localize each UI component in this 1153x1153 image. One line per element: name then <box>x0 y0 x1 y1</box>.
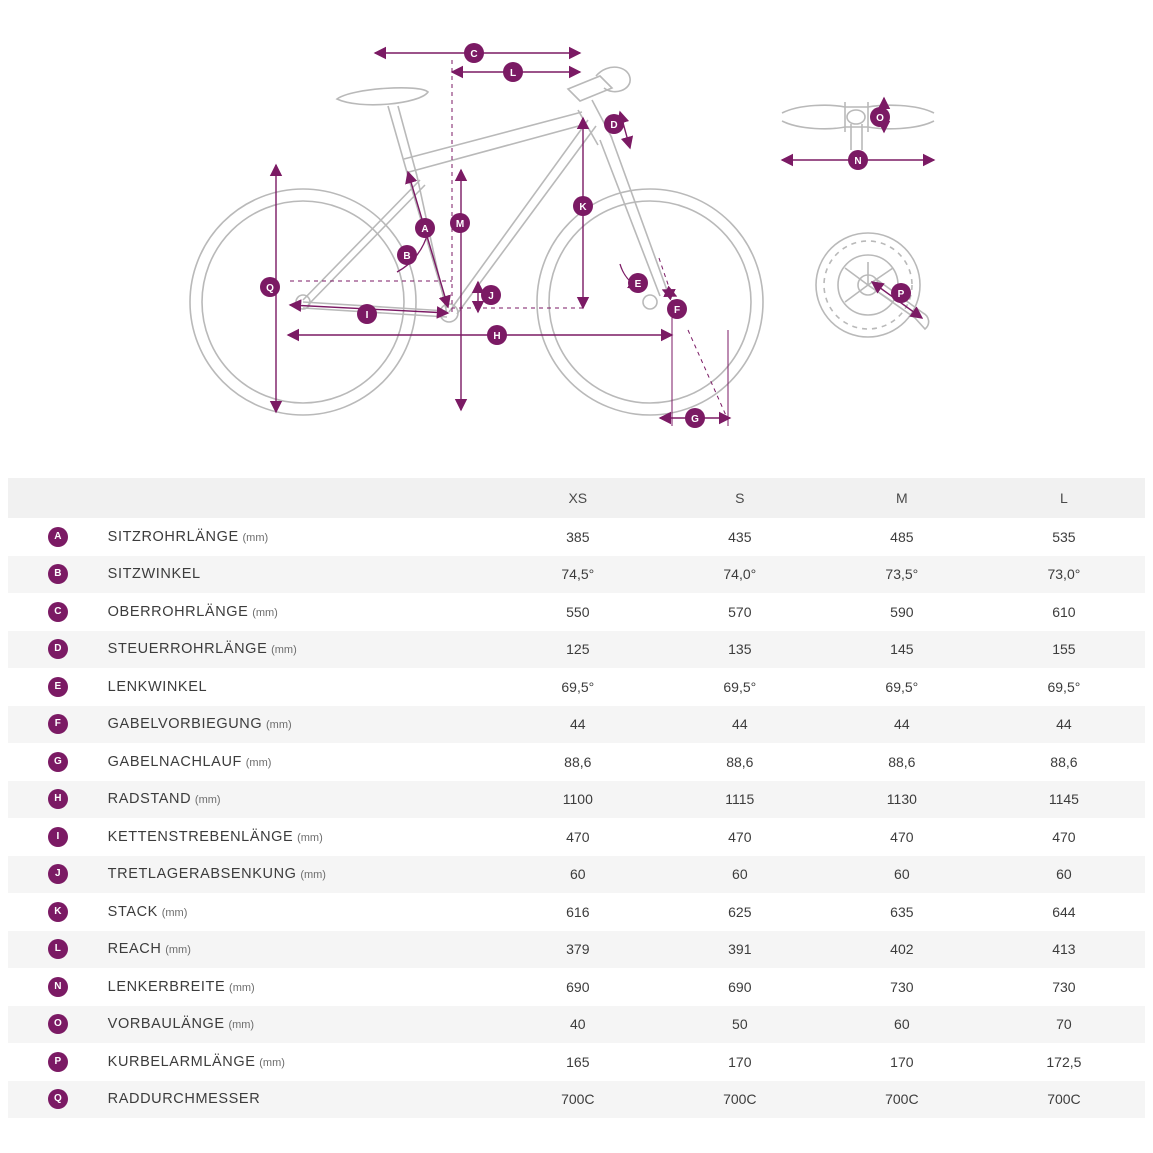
callout-badge: I <box>48 827 68 847</box>
value-cell: 391 <box>659 931 821 969</box>
geometry-spec-table <box>8 478 1145 1118</box>
value-cell: 60 <box>983 856 1145 894</box>
row-label-cell <box>108 556 497 594</box>
measurement-label: KURBELARMLÄNGE <box>107 1053 256 1070</box>
callout-badge: E <box>48 677 68 697</box>
row-label-cell <box>108 1043 497 1081</box>
measurement-label: VORBAULÄNGE <box>107 1016 225 1033</box>
header-size-s: S <box>659 478 821 518</box>
row-label-cell <box>108 968 497 1006</box>
value-cell: 625 <box>659 893 821 931</box>
value-cell: 690 <box>659 968 821 1006</box>
value-cell: 730 <box>983 968 1145 1006</box>
table-row <box>8 931 1145 969</box>
table-row <box>8 518 1145 556</box>
row-badge-cell <box>8 856 108 894</box>
measurement-unit: (mm) <box>165 944 191 957</box>
row-badge-cell <box>8 743 108 781</box>
value-cell: 44 <box>821 706 983 744</box>
callout-badge: G <box>48 752 68 772</box>
header-size-xs: XS <box>497 478 659 518</box>
svg-text:L: L <box>509 68 517 79</box>
value-cell: 44 <box>659 706 821 744</box>
callout-badge: J <box>48 864 68 884</box>
value-cell: 385 <box>497 518 659 556</box>
svg-text:H: H <box>493 331 501 342</box>
value-cell: 165 <box>497 1043 659 1081</box>
row-label-cell <box>108 818 497 856</box>
value-cell: 69,5° <box>497 668 659 706</box>
svg-text:F: F <box>673 305 681 316</box>
value-cell: 155 <box>983 631 1145 669</box>
table-row <box>8 818 1145 856</box>
crankset-outline <box>816 233 929 337</box>
value-cell: 60 <box>659 856 821 894</box>
svg-text:B: B <box>403 251 411 262</box>
value-cell: 470 <box>821 818 983 856</box>
value-cell: 60 <box>821 856 983 894</box>
table-row <box>8 893 1145 931</box>
row-badge-cell <box>8 518 108 556</box>
measurement-unit: (mm) <box>161 906 188 919</box>
row-label-cell <box>108 1006 497 1044</box>
table-body <box>8 518 1145 1118</box>
callout-badge: Q <box>48 1089 68 1109</box>
value-cell: 700C <box>821 1081 983 1119</box>
value-cell: 379 <box>497 931 659 969</box>
table-row <box>8 706 1145 744</box>
svg-text:K: K <box>579 202 587 213</box>
value-cell: 635 <box>821 893 983 931</box>
table-header <box>8 478 1145 518</box>
measurement-label: STEUERROHRLÄNGE <box>107 641 268 658</box>
row-label-cell <box>108 931 497 969</box>
table-row <box>8 593 1145 631</box>
measurement-unit: (mm) <box>194 794 221 807</box>
svg-text:Q: Q <box>266 283 274 294</box>
svg-text:I: I <box>365 310 369 321</box>
callout-badge: L <box>48 939 68 959</box>
value-cell: 88,6 <box>821 743 983 781</box>
row-label-cell <box>108 781 497 819</box>
row-badge-cell <box>8 668 108 706</box>
table-row <box>8 968 1145 1006</box>
value-cell: 88,6 <box>983 743 1145 781</box>
table-row <box>8 556 1145 594</box>
value-cell: 644 <box>983 893 1145 931</box>
value-cell: 402 <box>821 931 983 969</box>
value-cell: 135 <box>659 631 821 669</box>
value-cell: 570 <box>659 593 821 631</box>
header-size-m: M <box>821 478 983 518</box>
callout-badge: P <box>48 1052 68 1072</box>
row-label-cell <box>108 1081 497 1119</box>
svg-text:J: J <box>488 291 494 302</box>
measurement-label: SITZROHRLÄNGE <box>107 528 239 545</box>
measurement-unit: (mm) <box>300 869 326 882</box>
value-cell: 170 <box>659 1043 821 1081</box>
measurement-unit: (mm) <box>266 719 292 732</box>
value-cell: 700C <box>497 1081 659 1119</box>
measurement-label: SITZWINKEL <box>107 566 201 583</box>
svg-text:D: D <box>610 120 618 131</box>
value-cell: 170 <box>821 1043 983 1081</box>
dimension-lines <box>276 53 934 426</box>
callout-badge: F <box>48 714 68 734</box>
measurement-label: LENKERBREITE <box>107 978 226 995</box>
callout-badge: B <box>48 564 68 584</box>
table-row <box>8 1081 1145 1119</box>
value-cell: 145 <box>821 631 983 669</box>
row-badge-cell <box>8 781 108 819</box>
measurement-unit: (mm) <box>229 981 255 994</box>
svg-text:P: P <box>897 289 905 300</box>
value-cell: 69,5° <box>983 668 1145 706</box>
value-cell: 69,5° <box>821 668 983 706</box>
row-badge-cell <box>8 631 108 669</box>
value-cell: 60 <box>497 856 659 894</box>
measurement-label: RADDURCHMESSER <box>107 1091 261 1108</box>
value-cell: 70 <box>983 1006 1145 1044</box>
callout-badges <box>260 43 911 428</box>
value-cell: 50 <box>659 1006 821 1044</box>
handlebar-top-view-outline <box>782 102 934 150</box>
value-cell: 60 <box>821 1006 983 1044</box>
value-cell: 690 <box>497 968 659 1006</box>
row-label-cell <box>108 706 497 744</box>
measurement-unit: (mm) <box>242 531 269 544</box>
value-cell: 73,0° <box>983 556 1145 594</box>
row-badge-cell <box>8 893 108 931</box>
table-row <box>8 781 1145 819</box>
row-badge-cell <box>8 818 108 856</box>
value-cell: 610 <box>983 593 1145 631</box>
row-label-cell <box>108 856 497 894</box>
row-label-cell <box>108 893 497 931</box>
table-row <box>8 856 1145 894</box>
svg-text:N: N <box>854 156 862 167</box>
value-cell: 1115 <box>659 781 821 819</box>
callout-badge: D <box>48 639 68 659</box>
value-cell: 1130 <box>821 781 983 819</box>
row-label-cell <box>108 593 497 631</box>
header-label-col <box>108 478 497 518</box>
value-cell: 470 <box>659 818 821 856</box>
svg-text:A: A <box>421 224 429 235</box>
value-cell: 44 <box>983 706 1145 744</box>
measurement-label: GABELNACHLAUF <box>107 753 242 770</box>
svg-text:M: M <box>455 219 465 230</box>
callout-badge: A <box>48 527 68 547</box>
row-badge-cell <box>8 556 108 594</box>
value-cell: 730 <box>821 968 983 1006</box>
table-row <box>8 631 1145 669</box>
measurement-unit: (mm) <box>259 1056 285 1069</box>
svg-text:E: E <box>634 279 642 290</box>
row-label-cell <box>108 518 497 556</box>
value-cell: 1145 <box>983 781 1145 819</box>
value-cell: 470 <box>497 818 659 856</box>
header-badge-col <box>8 478 108 518</box>
callout-badge: C <box>48 602 68 622</box>
row-label-cell <box>108 668 497 706</box>
measurement-label: REACH <box>107 941 162 958</box>
value-cell: 550 <box>497 593 659 631</box>
svg-text:G: G <box>691 414 699 425</box>
value-cell: 616 <box>497 893 659 931</box>
table-row <box>8 668 1145 706</box>
callout-badge: N <box>48 977 68 997</box>
value-cell: 69,5° <box>659 668 821 706</box>
row-badge-cell <box>8 1043 108 1081</box>
svg-text:C: C <box>470 49 478 60</box>
measurement-label: RADSTAND <box>107 791 192 808</box>
value-cell: 1100 <box>497 781 659 819</box>
value-cell: 590 <box>821 593 983 631</box>
table-row <box>8 743 1145 781</box>
callout-badge: H <box>48 789 68 809</box>
measurement-label: LENKWINKEL <box>107 678 208 695</box>
row-badge-cell <box>8 931 108 969</box>
value-cell: 535 <box>983 518 1145 556</box>
value-cell: 435 <box>659 518 821 556</box>
value-cell: 74,5° <box>497 556 659 594</box>
header-size-l: L <box>983 478 1145 518</box>
measurement-label: OBERROHRLÄNGE <box>107 603 249 620</box>
measurement-label: KETTENSTREBENLÄNGE <box>107 828 294 845</box>
value-cell: 88,6 <box>497 743 659 781</box>
measurement-unit: (mm) <box>271 644 297 657</box>
value-cell: 700C <box>983 1081 1145 1119</box>
value-cell: 44 <box>497 706 659 744</box>
value-cell: 700C <box>659 1081 821 1119</box>
row-badge-cell <box>8 1081 108 1119</box>
svg-text:O: O <box>876 113 884 124</box>
value-cell: 172,5 <box>983 1043 1145 1081</box>
value-cell: 74,0° <box>659 556 821 594</box>
value-cell: 88,6 <box>659 743 821 781</box>
row-badge-cell <box>8 593 108 631</box>
value-cell: 40 <box>497 1006 659 1044</box>
table-row <box>8 1043 1145 1081</box>
measurement-unit: (mm) <box>245 756 272 769</box>
measurement-unit: (mm) <box>297 831 323 844</box>
row-badge-cell <box>8 706 108 744</box>
row-badge-cell <box>8 1006 108 1044</box>
callout-badge: O <box>48 1014 68 1034</box>
callout-badge: K <box>48 902 68 922</box>
value-cell: 413 <box>983 931 1145 969</box>
measurement-label: GABELVORBIEGUNG <box>107 716 263 733</box>
measurement-label: TRETLAGERABSENKUNG <box>107 866 297 883</box>
measurement-unit: (mm) <box>228 1019 255 1032</box>
bicycle-geometry-diagram <box>0 0 1153 470</box>
value-cell: 485 <box>821 518 983 556</box>
value-cell: 73,5° <box>821 556 983 594</box>
measurement-unit: (mm) <box>252 606 278 619</box>
value-cell: 470 <box>983 818 1145 856</box>
table-row <box>8 1006 1145 1044</box>
value-cell: 125 <box>497 631 659 669</box>
measurement-label: STACK <box>107 903 158 920</box>
row-label-cell <box>108 631 497 669</box>
row-badge-cell <box>8 968 108 1006</box>
row-label-cell <box>108 743 497 781</box>
